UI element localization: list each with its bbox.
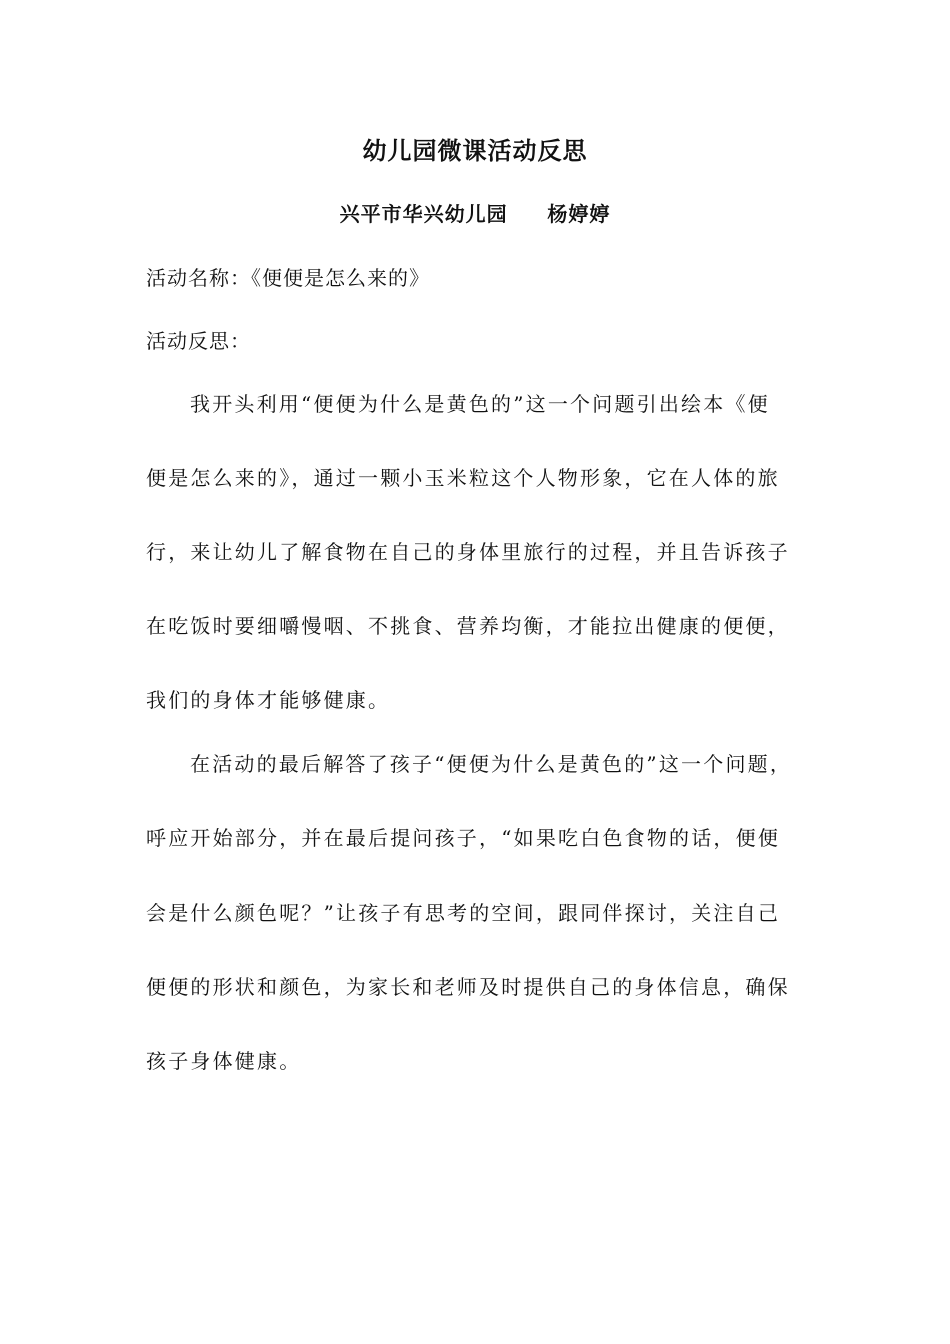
paragraph-line: 在吃饭时要细嚼慢咽、不挑食、营养均衡，才能拉出健康的便便，: [146, 614, 790, 638]
paragraph-line: 孩子身体健康。: [146, 1049, 302, 1073]
paragraph-line: 我们的身体才能够健康。: [146, 688, 391, 712]
paragraph-line: 会是什么颜色呢？”让孩子有思考的空间，跟同伴探讨，关注自己: [146, 901, 781, 925]
paragraph-line: 在活动的最后解答了孩子“便便为什么是黄色的”这一个问题，: [190, 752, 793, 776]
paragraph-line: 呼应开始部分，并在最后提问孩子，“如果吃白色食物的话，便便: [146, 826, 781, 850]
paragraph-line: 便便的形状和颜色，为家长和老师及时提供自己的身体信息，确保: [146, 975, 790, 999]
paragraph-line: 便是怎么来的》，通过一颗小玉米粒这个人物形象，它在人体的旅: [146, 466, 780, 490]
activity-name-value: 《便便是怎么来的》: [251, 266, 430, 290]
activity-name-label: 活动名称：: [146, 266, 251, 290]
activity-name-field: [146, 262, 430, 294]
paragraph-line: 行，来让幼儿了解食物在自己的身体里旅行的过程，并且告诉孩子: [146, 540, 790, 564]
paragraph-line: 我开头利用“便便为什么是黄色的”这一个问题引出绘本《便: [190, 392, 770, 416]
reflection-label: 活动反思：: [146, 329, 251, 353]
document-title: 幼儿园微课活动反思: [362, 136, 588, 165]
author-byline: 兴平市华兴幼儿园 杨婷婷: [339, 202, 611, 226]
